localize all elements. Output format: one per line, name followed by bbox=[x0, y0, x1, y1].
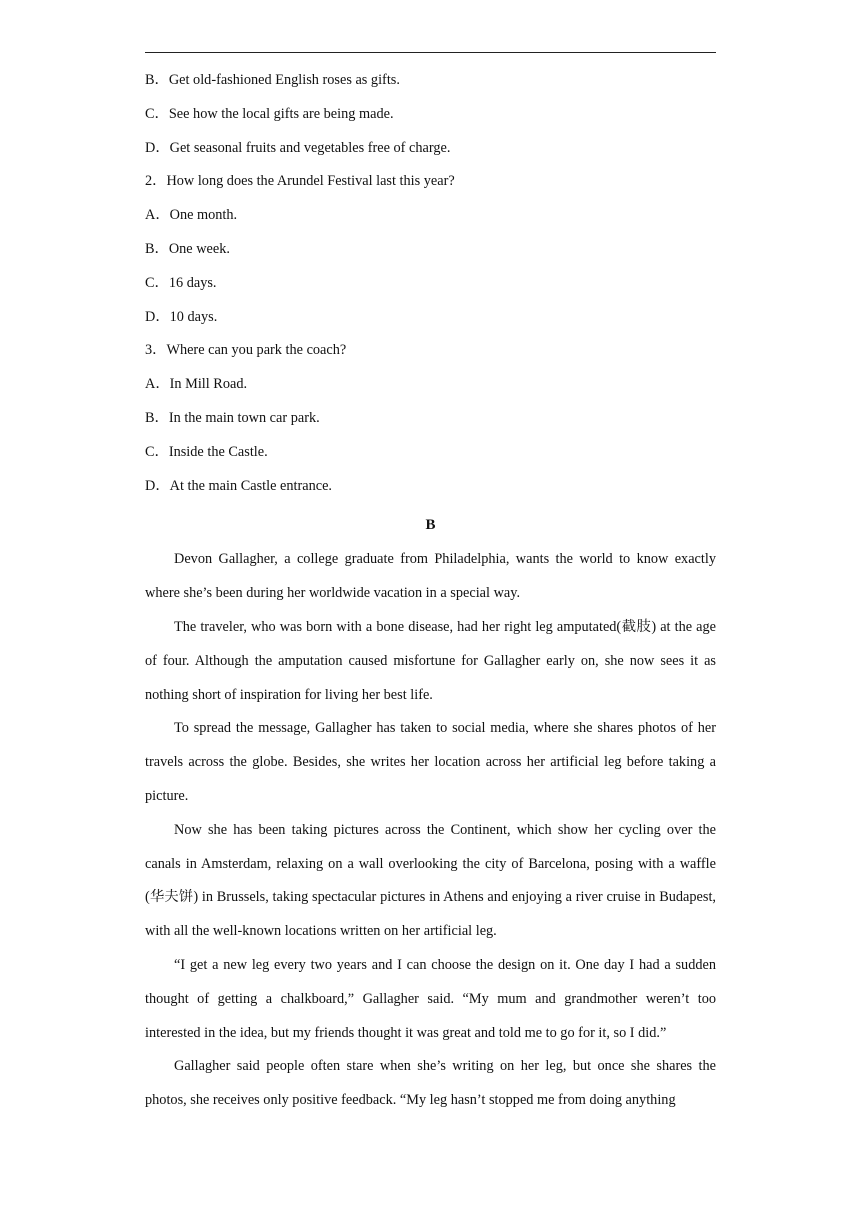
option-1d: D．Get seasonal fruits and vegetables free of charge. bbox=[145, 139, 451, 156]
section-heading: B bbox=[425, 517, 436, 534]
paragraph: Gallagher said people often stare when she’s writing on her leg, but once she shares the photos, she receives only positive feedback. “My leg hasn’t stopped me from doing anything bbox=[145, 1058, 716, 1109]
option-2b: B．One week. bbox=[145, 240, 230, 257]
paragraph: Devon Gallagher, a college graduate from Philadelphia, wants the world to know exactly where she’s been during her worldwide vacation in a special way. bbox=[145, 551, 716, 602]
paragraph: “I get a new leg every two years and I can choose the design on it. One day I had a sudden thought of getting a chalkboard,” Gallagher said. “My mum and grandmother weren’t too interested in the idea, but my friends thought it was great and told me to go for it, so I did.” bbox=[145, 956, 716, 1041]
question-list bbox=[145, 64, 716, 503]
option-3c: C．Inside the Castle. bbox=[145, 443, 268, 460]
option-3d: D．At the main Castle entrance. bbox=[145, 477, 332, 494]
passage bbox=[145, 543, 716, 1118]
document-body bbox=[145, 64, 716, 1118]
option-2d: D．10 days. bbox=[145, 308, 218, 325]
option-1b: B．Get old-fashioned English roses as gifts. bbox=[145, 72, 400, 88]
paragraph: To spread the message, Gallagher has taken to social media, where she shares photos of her travels across the globe. Besides, she writes her location across her artificial leg before taking a picture. bbox=[145, 720, 716, 804]
question-3: 3．Where can you park the coach? bbox=[145, 342, 347, 359]
header-rule bbox=[145, 52, 716, 53]
option-3b: B．In the main town car park. bbox=[145, 409, 320, 426]
paragraph: Now she has been taking pictures across the Continent, which show her cycling over the canals in Amsterdam, relaxing on a wall overlooking the city of Barcelona, posing with a waffle (华夫饼) in Brussels, taking spectacular pictures in Athens and enjoying a river cruise in Budapest, with all the well-known locations written on her artificial leg. bbox=[145, 821, 716, 940]
question-2: 2．How long does the Arundel Festival last this year? bbox=[145, 173, 455, 190]
option-1c: C．See how the local gifts are being made. bbox=[145, 105, 394, 122]
option-2c: C．16 days. bbox=[145, 274, 217, 291]
paragraph: The traveler, who was born with a bone disease, had her right leg amputated(截肢) at the age of four. Although the amputation caused misfortune for Gallagher early on, she now sees it as nothing short of inspiration for living her best life. bbox=[145, 618, 716, 703]
option-3a: A．In Mill Road. bbox=[145, 376, 248, 393]
option-2a: A．One month. bbox=[145, 207, 238, 224]
